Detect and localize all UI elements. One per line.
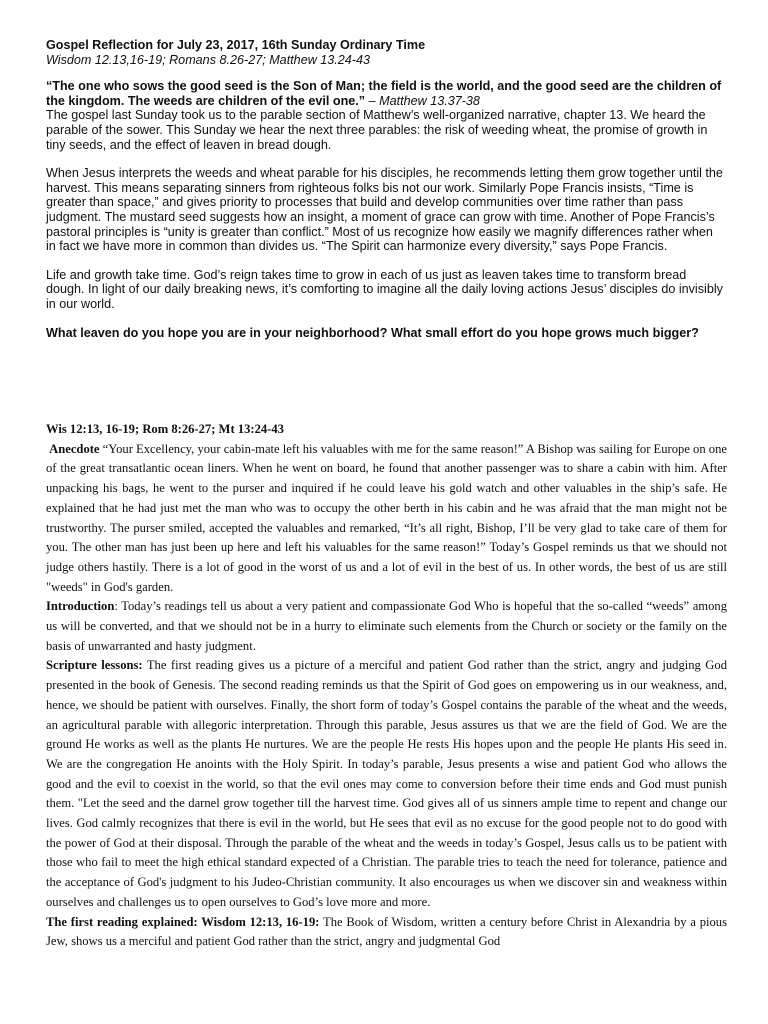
introduction-paragraph: [46, 597, 727, 656]
anecdote-text: “Your Excellency, your cabin-mate left his valuables with me for the same reason!” A Bishop was sailing for Europe on one of the great transatlantic ocean liners. When he went on board, he found that another passenger was to share a cabin with him. After unpacking his bags, he went to the purser and inquired if he could leave his gold watch and other valuables in the ship’s safe. He explained that he had just met the man who was to occupy the other berth in his cabin and he was afraid that the man might not be trustworthy. The purser smiled, accepted the valuables and remarked, “It’s all right, Bishop, I’ll be very glad to take care of them for you. The other man has just been up here and left his valuables for the same reason!” Today’s Gospel reminds us that we should not judge others hastily. There is a lot of good in the worst of us and a lot of evil in the best of us. In other words, the best of us are still "weeds" in God's garden.: [46, 441, 727, 594]
scripture-lessons-paragraph: [46, 656, 727, 912]
reflection-title: Gospel Reflection for July 23, 2017, 16th Sunday Ordinary Time: [46, 38, 426, 52]
first-reading-label: The first reading explained: Wisdom 12:13, 16-19:: [46, 914, 320, 929]
homily-section: [46, 420, 727, 952]
scripture-lessons-text: The first reading gives us a picture of a merciful and patient God rather than the strict, angry and judging God presented in the book of Genesis. The second reading reminds us that the Spirit of God goes on empowering us in our weakness, and, hence, we should be patient with ourselves. Finally, the short form of today’s Gospel contains the parable of the wheat and the weeds, an agricultural parable with allegoric interpretation. Through this parable, Jesus assures us that we are the field of God. We are the ground He works as well as the plants He nurtures. We are the people He rests His hopes upon and the people He plants His seed in. We are the congregation He anoints with the Holy Spirit. In today’s parable, Jesus presents a wise and patient God who allows the good and the evil to coexist in the world, so that the evil ones may come to conversion before their time ends and God must punish them. "Let the seed and the darnel grow together till the harvest time. God gives all of us sinners ample time to repent and change our lives. God calmly recognizes that there is evil in the world, but He sees that evil as no excuse for the good people not to do good with the power of God at their disposal. Through the parable of the wheat and the weeds in today’s Gospel, Jesus calls us to be patient with those who fail to meet the high ethical standard expected of a Christian. The parable tries to teach the need for tolerance, patience and the acceptance of God's judgment to his Judeo-Christian community. It also encourages us when we discover sin and weakness within ourselves and challenges us to open ourselves to God’s love more and more.: [46, 658, 727, 909]
first-reading-paragraph: [46, 913, 727, 952]
homily-heading: Wis 12:13, 16-19; Rom 8:26-27; Mt 13:24-43: [46, 422, 284, 436]
anecdote-paragraph: [46, 440, 727, 598]
reflection-paragraph-3: Life and growth take time. God’s reign takes time to grow in each of us just as leaven takes time to transform bread dough. In light of our daily breaking news, it’s comforting to imagine all the daily loving actions Jesus’ disciples do invisibly in our world.: [46, 267, 723, 311]
reflection-question: What leaven do you hope you are in your neighborhood? What small effort do you hope grows much bigger?: [46, 325, 699, 340]
first-reading-text: The Book of Wisdom, written a century before Christ in Alexandria by a pious Jew, shows us a merciful and patient God rather than the strict, angry and judgmental God: [46, 914, 727, 949]
reflection-section: [46, 38, 726, 340]
scripture-quote: [46, 79, 726, 108]
reflection-paragraph-1: The gospel last Sunday took us to the parable section of Matthew’s well-organized narrative, chapter 13. We heard the parable of the sower. This Sunday we hear the next three parables: the risk of weeding wheat, the promise of growth in tiny seeds, and the effect of leaven in bread dough.: [46, 108, 708, 152]
scripture-lessons-label: Scripture lessons:: [46, 658, 143, 673]
quote-text: “The one who sows the good seed is the Son of Man; the field is the world, and the good seed are the children of the kingdom. The weeds are children of the evil one.”: [46, 79, 722, 108]
introduction-label: Introduction: [46, 599, 115, 614]
anecdote-label: Anecdote: [49, 441, 100, 456]
reflection-paragraph-2: When Jesus interprets the weeds and wheat parable for his disciples, he recommends letting them grow together until the harvest. This means separating sinners from righteous folks bis not our work. Similarly Pope Francis insists, “Time is greater than space,” and gives priority to processes that build and develop communities over time rather than pass judgment. The mustard seed suggests how an insight, a moment of grace can grow with time. Another of Pope Francis’s pastoral principles is “unity is greater than conflict.” Most of us recognize how easily we magnify differences rather when in fact we have more in common than divides us. “The Spirit can harmonize every diversity,” says Pope Francis.: [46, 166, 723, 254]
reflection-readings: Wisdom 12.13,16-19; Romans 8.26-27; Matthew 13.24-43: [46, 52, 371, 67]
quote-reference: – Matthew 13.37-38: [368, 93, 480, 108]
introduction-text: : Today’s readings tell us about a very patient and compassionate God Who is hopeful that the so-called “weeds” among us will be converted, and that we should not be in a hurry to eliminate such elements from the Church or society or the family on the basis of unwarranted and hasty judgment.: [46, 599, 727, 653]
